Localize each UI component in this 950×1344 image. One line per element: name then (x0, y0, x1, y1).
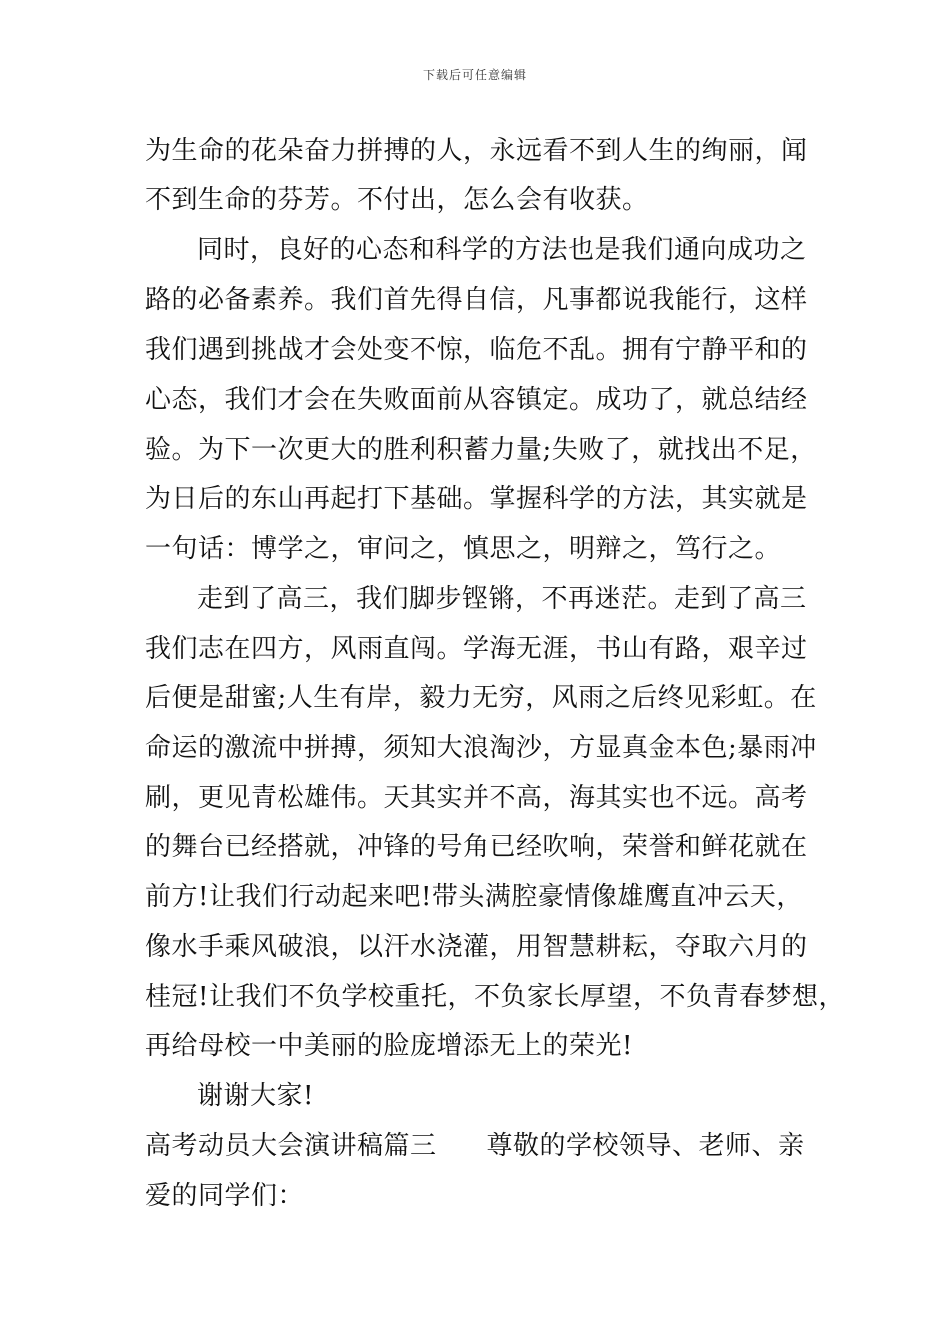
text-line: 心态，我们才会在失败面前从容镇定。成功了，就总结经 (145, 385, 808, 415)
text-line: 路的必备素养。我们首先得自信，凡事都说我能行，这样 (145, 285, 808, 315)
text-line: 像水手乘风破浪，以汗水浇灌，用智慧耕耘，夺取六月的 (145, 932, 808, 962)
paragraph-start-line: 同时，良好的心态和科学的方法也是我们通向成功之 (197, 235, 807, 265)
text-line: 命运的激流中拼搏，须知大浪淘沙，方显真金本色;暴雨冲 (145, 733, 817, 763)
text-line: 验。为下一次更大的胜利积蓄力量;失败了，就找出不足， (145, 435, 817, 465)
salutation-continued: 爱的同学们： (145, 1181, 305, 1211)
text-line: 我们志在四方，风雨直闯。学海无涯，书山有路，艰辛过 (145, 634, 808, 664)
text-line: 桂冠!让我们不负学校重托，不负家长厚望，不负青春梦想， (145, 982, 845, 1012)
text-line: 为生命的花朵奋力拼搏的人，永远看不到人生的绚丽，闻 (145, 136, 808, 166)
text-line: 我们遇到挑战才会处变不惊，临危不乱。拥有宁静平和的 (145, 335, 808, 365)
text-line: 为日后的东山再起打下基础。掌握科学的方法，其实就是 (145, 484, 808, 514)
salutation: 尊敬的学校领导、老师、亲 (486, 1131, 805, 1161)
text-line: 前方!让我们行动起来吧!带头满腔豪情像雄鹰直冲云天， (145, 882, 803, 912)
closing-line: 谢谢大家! (197, 1081, 314, 1111)
text-line: 后便是甜蜜;人生有岸，毅力无穷，风雨之后终见彩虹。在 (145, 683, 817, 713)
text-line: 不到生命的芬芳。不付出，怎么会有收获。 (145, 185, 649, 215)
section-title-line (145, 1131, 805, 1161)
paragraph-start-line: 走到了高三，我们脚步铿锵，不再迷茫。走到了高三 (197, 584, 807, 614)
text-line: 再给母校一中美丽的脸庞增添无上的荣光! (145, 1031, 633, 1061)
section-title: 高考动员大会演讲稿篇三 (145, 1131, 437, 1161)
text-line: 的舞台已经搭就，冲锋的号角已经吹响，荣誉和鲜花就在 (145, 832, 808, 862)
page-header: 下载后可任意编辑 (422, 68, 527, 82)
text-line: 刷，更见青松雄伟。天其实并不高，海其实也不远。高考 (145, 783, 808, 813)
text-line: 一句话：博学之，审问之，慎思之，明辩之，笃行之。 (145, 534, 782, 564)
